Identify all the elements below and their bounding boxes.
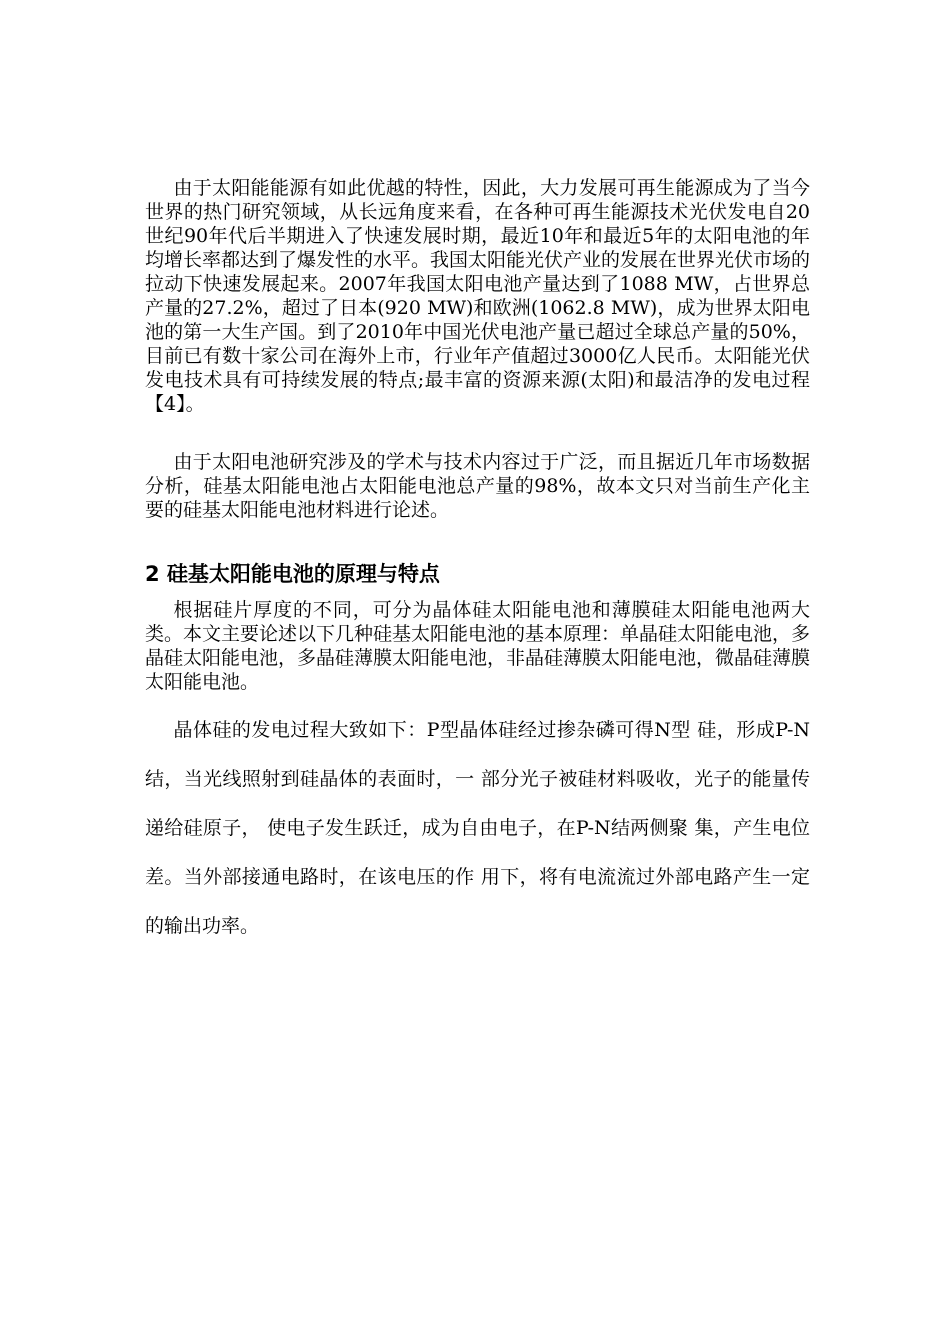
body-paragraph-2: 由于太阳电池研究涉及的学术与技术内容过于广泛，而且据近几年市场数据分析，硅基太阳能电池占太阳能电池总产量的98%，故本文只对当前生产化主要的硅基太阳能电池材料进行论述。 [145, 451, 810, 521]
section-paragraph-1: 根据硅片厚度的不同，可分为晶体硅太阳能电池和薄膜硅太阳能电池两大类。本文主要论述以下几种硅基太阳能电池的基本原理：单晶硅太阳能电池，多晶硅太阳能电池，多晶硅薄膜太阳能电池，非晶硅薄膜太阳能电池，微晶硅薄膜太阳能电池。 [145, 599, 811, 693]
section-heading: 2 硅基太阳能电池的原理与特点 [145, 562, 440, 586]
section-paragraph-2: 晶体硅的发电过程大致如下：P型晶体硅经过掺杂磷可得N型 硅，形成P-N结，当光线照射到硅晶体的表面时，一 部分光子被硅材料吸收，光子的能量传递给硅原子， 使电子发生跃迁，成为自由电子，在P-N结两侧聚 集，产生电位差。当外部接通电路时，在该电压的作 用下，将有电流流过外部电路产生一定的输出功率。 [145, 719, 810, 937]
body-paragraph-1: 由于太阳能能源有如此优越的特性，因此，大力发展可再生能源成为了当今世界的热门研究领域，从长远角度来看，在各种可再生能源技术光伏发电自20世纪90年代后半期进入了快速发展时期，最近10年和最近5年的太阳电池的年均增长率都达到了爆发性的水平。我国太阳能光伏产业的发展在世界光伏市场的拉动下快速发展起来。2007年我国太阳电池产量达到了1088 MW，占世界总产量的27.2%，超过了日本(920 MW)和欧洲(1062.8 MW)，成为世界太阳电池的第一大生产国。到了2010年中国光伏电池产量已超过全球总产量的50%，目前已有数十家公司在海外上市，行业年产值超过3000亿人民币。太阳能光伏发电技术具有可持续发展的特点;最丰富的资源来源(太阳)和最洁净的发电过程【4】。 [145, 177, 811, 415]
